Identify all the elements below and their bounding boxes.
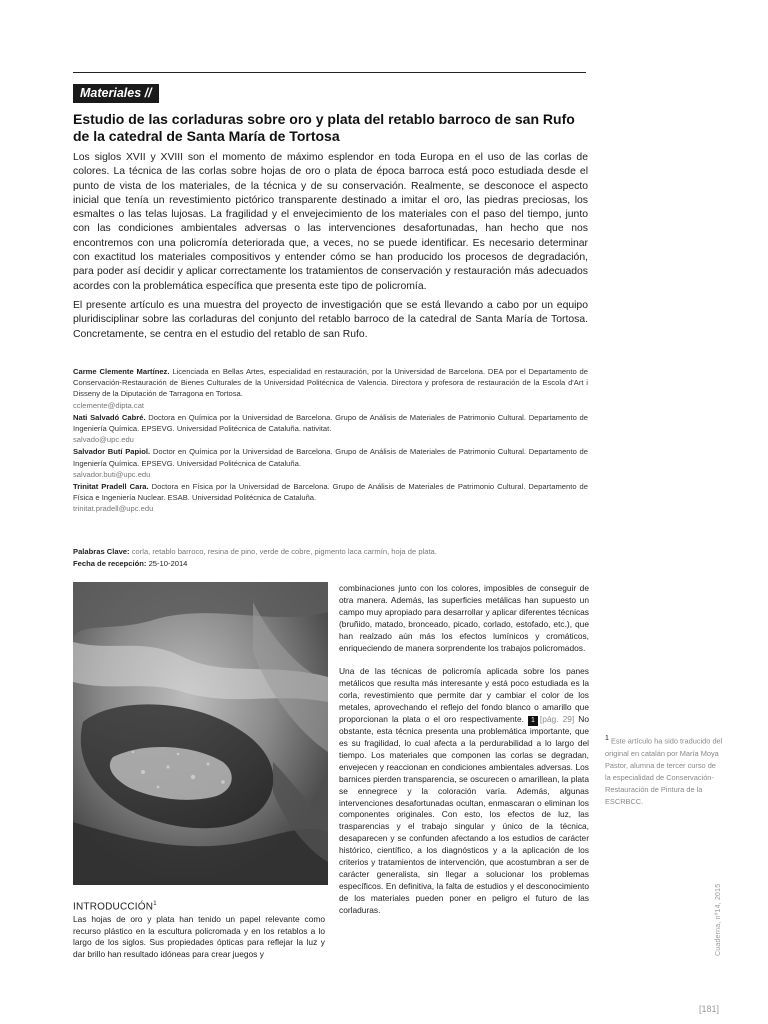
body-column-right: [339, 583, 589, 929]
author-entry: [73, 412, 588, 446]
introduction-heading: INTRODUCCIÓN$^1$: [73, 901, 157, 913]
footnote-text: Este artículo ha sido traducido del original en catalán por María Moya Pastor, alumna de tercer curso de la especialidad de Conservación-Restauración de Pintura de la ESCRBCC.: [605, 736, 723, 807]
author-email[interactable]: trinitat.pradell@upc.edu: [73, 504, 154, 514]
keywords-label: Palabras Clave:: [73, 547, 130, 556]
author-email[interactable]: salvador.buti@upc.edu: [73, 469, 151, 479]
author-bio: Licenciada en Bellas Artes, especialidad en restauración, por la Universidad de Barcelona. DEA por el Departamento de Conservación-Restauración de Bienes Culturales de la Universidad Politécnica de Valencia. Directora y profesora de restauración de la Escola d'Art i Disseny de la Diputación de Tarragona en Tortosa.: [73, 367, 588, 399]
introduction-paragraph: Las hojas de oro y plata han tenido un papel relevante como recurso plástico en la escultura policromada y en los retablos a lo largo de los siglos. Sus propiedades ópticas para reflejar la luz y dar brillo han resultado idóneas para crear juegos y: [73, 914, 325, 960]
author-bio: Doctora en Física por la Universidad de Barcelona. Grupo de Análisis de Materiales de Patrimonio Cultural. Departamento de Física e Ingeniería Nuclear. ESAB. Universidad Politécnica de Cataluña.: [73, 482, 588, 503]
keywords-block: [73, 546, 588, 569]
author-name: Carme Clemente Martínez.: [73, 367, 170, 376]
keywords-value: corla, retablo barroco, resina de pino, verde de cobre, pigmento laca carmín, hoja de plata.: [131, 547, 437, 556]
article-title: Estudio de las corladuras sobre oro y plata del retablo barroco de san Rufo de la catedral de Santa María de Tortosa: [73, 111, 575, 144]
body-paragraph: Una de las técnicas de policromía aplicada sobre los panes metálicos que resulta más interesante y está poco estudiada es la corla, revestimiento que permite dar y cambiar el color de los metales, aprovechando el reflejo del fondo blanco o amarillo que proporcionan la plata o el oro respectivamente. 1 [pág. 29] No obstante, esta técnica presenta una problemática importante, que es su fragilidad, lo cual afecta a la perdurabilidad a lo largo del tiempo. Los materiales que componen las corlas se degradan, envejecen y reaccionan en condiciones ambientales adversas. Los barnices pierden transparencia, se oscurecen o amarillean, la plata se ennegrece y la coloración varía. Además, algunas intervenciones desafortunadas ocultan, enmascaran o eliminan los componentes originales. Con esto, los efectos de luz, las trasparencias y el trabajo singular y único de la técnica, desaparecen y se confunden afectando a los estudios de carácter histórico, científico, a los diagnósticos y a la aplicación de los criterios y tratamientos de intervención, que acostumbran a ser de carácter generalista, sin llegar a solucionar los problemas específicos. En definitiva, la falta de estudios y el desconocimiento de los materiales pueden poner en peligro el futuro de las corladuras.: [339, 666, 590, 915]
author-entry: [73, 481, 588, 515]
author-bio: Doctora en Química por la Universidad de Barcelona. Grupo de Análisis de Materiales de Patrimonio Cultural. Departamento de Ingeniería Química. EPSEVG. Universidad Politécnica de Cataluña. nativitat.: [73, 412, 588, 434]
figure-reference-badge[interactable]: 1: [528, 716, 538, 726]
author-entry: [73, 446, 588, 480]
author-list: [73, 366, 588, 516]
footnote: [605, 733, 723, 809]
section-tag: Materiales //: [73, 84, 159, 103]
article-photo: [73, 582, 328, 885]
page-reference[interactable]: [pág. 29]: [539, 714, 575, 725]
author-name: Nati Salvadó Cabré.: [73, 412, 146, 422]
footnote-number: 1: [605, 735, 609, 742]
footnote-marker: 1: [153, 901, 157, 907]
running-title-vertical: Cuaderna, nº14, 2015: [715, 883, 722, 956]
abstract: [73, 151, 588, 347]
introduction-text: [73, 914, 325, 961]
page-number: [181]: [699, 1004, 720, 1014]
author-name: Trinitat Pradell Cara.: [73, 482, 149, 492]
reception-date-label: Fecha de recepción:: [73, 558, 147, 568]
author-bio: Doctor en Química por la Universidad de Barcelona. Grupo de Análisis de Materiales de Patrimonio Cultural. Departamento de Ingeniería Química. EPSEVG. Universidad Politécnica de Cataluña.: [73, 447, 588, 468]
abstract-paragraph: Los siglos XVII y XVIII son el momento de máximo esplendor en toda Europa en el uso de las corlas de colores. La técnica de las corlas sobre hojas de oro o plata de época barroca está poco estudiada desde el punto de vista de los materiales, de la técnica y de su conservación. Realmente, se desconoce el aspecto inicial que tenía un revestimiento pictórico transparente destinado a imitar el oro, las piedras preciosas, los esmaltes o las telas lujosas. La fragilidad y el envejecimiento de los materiales con el paso del tiempo, junto con las condiciones ambientales adversas o las intervenciones desafortunadas, han hecho que nos encontremos con una policromía deteriorada que, a veces, no se puede identificar. Es necesario determinar con exactitud los materiales compositivos y entender cómo se han producido los procesos de degradación, para poder así decidir y aplicar correctamente los tratamientos de conservación y restauración más adecuados acordes con la problemática específica que presenta este tipo de policromía.: [73, 152, 588, 292]
body-paragraph: combinaciones junto con los colores, imposibles de conseguir de otra manera. Además, las superficies metálicas han supuesto un campo muy apropiado para desarrollar y aplicar diferentes técnicas (bruñido, matado, bronceado, picado, corlado, estofado, etc.), que han realzado aún más los efectos lumínicos y cromáticos, enriqueciendo de manera sorprendente los trabajos policromados.: [339, 583, 589, 653]
author-email[interactable]: salvado@upc.edu: [73, 435, 134, 445]
author-email[interactable]: cclemente@dipta.cat: [73, 400, 145, 410]
author-name: Salvador Butí Papiol.: [73, 447, 151, 457]
reception-date-value: 25-10-2014: [148, 558, 188, 568]
header-rule: [73, 72, 586, 73]
author-entry: [73, 366, 588, 411]
abstract-paragraph: El presente artículo es una muestra del proyecto de investigación que se está llevando a cabo por un equipo pluridisciplinar sobre las corladuras del conjunto del retablo barroco de la catedral de Santa María de Tortosa. Concretamente, se centra en el estudio del retablo de san Rufo.: [73, 299, 588, 340]
